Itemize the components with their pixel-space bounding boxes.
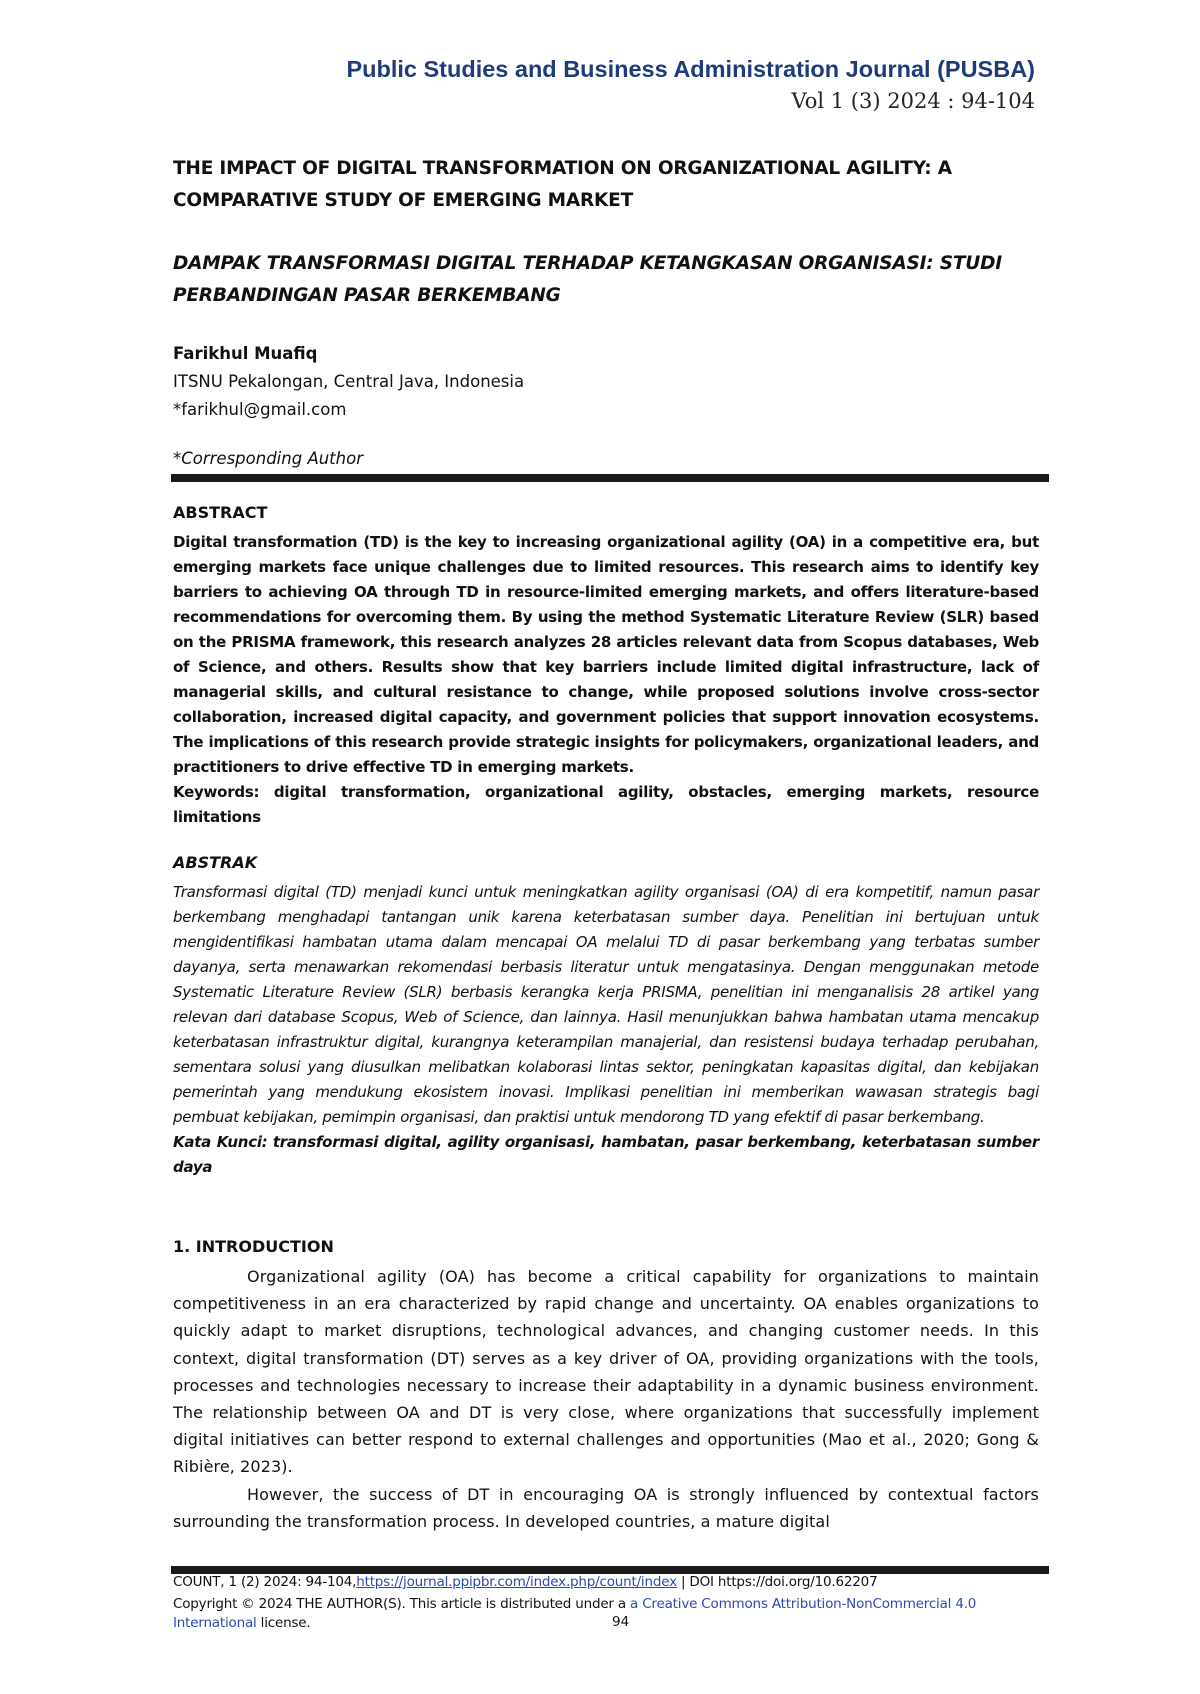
abstrak-heading: ABSTRAK: [173, 853, 258, 872]
abstract-heading: ABSTRACT: [173, 503, 268, 522]
abstract-body: Digital transformation (TD) is the key to increasing organizational agility (OA) in a competitive era, but emerging markets face unique challenges due to limited resources. This research aims to identify key barriers to achieving OA through TD in resource-limited emerging markets, and offers literature-based recommendations for overcoming them. By using the method Systematic Literature Review (SLR) based on the PRISMA framework, this research analyzes 28 articles relevant data from Scopus databases, Web of Science, and others. Results show that key barriers include limited digital infrastructure, lack of managerial skills, and cultural resistance to change, while proposed solutions involve cross-sector collaboration, increased digital capacity, and government policies that support innovation ecosystems. The implications of this research provide strategic insights for policymakers, organizational leaders, and practitioners to drive effective TD in emerging markets.: [173, 533, 1039, 776]
top-divider: [171, 474, 1049, 482]
author-affiliation: ITSNU Pekalongan, Central Java, Indonesia: [173, 372, 525, 391]
abstract-english: [173, 530, 1039, 830]
bottom-divider: [171, 1566, 1049, 1574]
footer-citation: COUNT, 1 (2) 2024: 94-104,: [173, 1574, 357, 1590]
keywords-label: Keywords:: [173, 783, 260, 801]
footer-doi: | DOI https://doi.org/10.62207: [680, 1574, 878, 1590]
license-link[interactable]: a Creative Commons Attribution-NonCommercial 4.0 International: [173, 1596, 977, 1631]
paper-title-english: THE IMPACT OF DIGITAL TRANSFORMATION ON ORGANIZATIONAL AGILITY: A COMPARATIVE STUDY OF EMERGING MARKET: [173, 158, 952, 211]
author-name: Farikhul Muafiq: [173, 344, 318, 363]
introduction-heading: 1. INTRODUCTION: [173, 1237, 334, 1256]
abstrak-body: Transformasi digital (TD) menjadi kunci untuk meningkatkan agility organisasi (OA) di era kompetitif, namun pasar berkembang menghadapi tantangan unik karena keterbatasan sumber daya. Penelitian ini bertujuan untuk mengidentifikasi hambatan utama dalam mencapai OA melalui TD di pasar berkembang yang terbatas sumber dayanya, serta menawarkan rekomendasi berbasis literatur untuk mengatasinya. Dengan menggunakan metode Systematic Literature Review (SLR) berbasis kerangka kerja PRISMA, penelitian ini menganalisis 28 artikel yang relevan dari database Scopus, Web of Science, dan lainnya. Hasil menunjukkan bahwa hambatan utama mencakup keterbatasan infrastruktur digital, kurangnya keterampilan manajerial, dan resistensi budaya terhadap perubahan, sementara solusi yang diusulkan melibatkan kolaborasi lintas sektor, peningkatan kapasitas digital, dan kebijakan pemerintah yang mendukung ekosistem inovasi. Implikasi penelitian ini memberikan wawasan strategis bagi pembuat kebijakan, pemimpin organisasi, dan praktisi untuk mendorong TD yang efektif di pasar berkembang.: [173, 883, 1039, 1126]
introduction-paragraph-1: Organizational agility (OA) has become a critical capability for organizations to maintain competitiveness in an era characterized by rapid change and uncertainty. OA enables organizations to quickly adapt to market disruptions, technological advances, and changing customer needs. In this context, digital transformation (DT) serves as a key driver of OA, providing organizations with the tools, processes and technologies necessary to increase their adaptability in a dynamic business environment. The relationship between OA and DT is very close, where organizations that successfully implement digital initiatives can better respond to external challenges and opportunities (Mao et al., 2020; Gong & Ribière, 2023).: [173, 1267, 1039, 1477]
license-suffix: license.: [260, 1615, 311, 1631]
paper-title-indonesian: DAMPAK TRANSFORMASI DIGITAL TERHADAP KETANGKASAN ORGANISASI: STUDI PERBANDINGAN PASAR BERKEMBANG: [173, 253, 1002, 306]
journal-volume: Vol 1 (3) 2024 : 94-104: [791, 89, 1035, 113]
introduction-body: [173, 1263, 1039, 1535]
introduction-paragraph-2: However, the success of DT in encouraging OA is strongly influenced by contextual factors surrounding the transformation process. In developed countries, a mature digital: [173, 1484, 1039, 1531]
journal-url-link[interactable]: https://journal.ppipbr.com/index.php/count/index: [356, 1574, 677, 1590]
journal-title: Public Studies and Business Administration Journal (PUSBA): [346, 56, 1035, 82]
copyright-text: Copyright © 2024 THE AUTHOR(S). This article is distributed under a: [173, 1596, 626, 1612]
author-block: [173, 340, 524, 424]
keywords-text: digital transformation, organizational agility, obstacles, emerging markets, resource limitations: [173, 783, 1039, 826]
abstrak-indonesian: [173, 880, 1039, 1180]
corresponding-author-note: *Corresponding Author: [173, 449, 363, 468]
author-email: *farikhul@gmail.com: [173, 400, 347, 419]
footer-citation-line: [173, 1574, 877, 1590]
kata-kunci-text: transformasi digital, agility organisasi, hambatan, pasar berkembang, keterbatasan sumber daya: [173, 1133, 1040, 1176]
page-number: 94: [612, 1614, 630, 1630]
kata-kunci-label: Kata Kunci:: [173, 1133, 268, 1151]
